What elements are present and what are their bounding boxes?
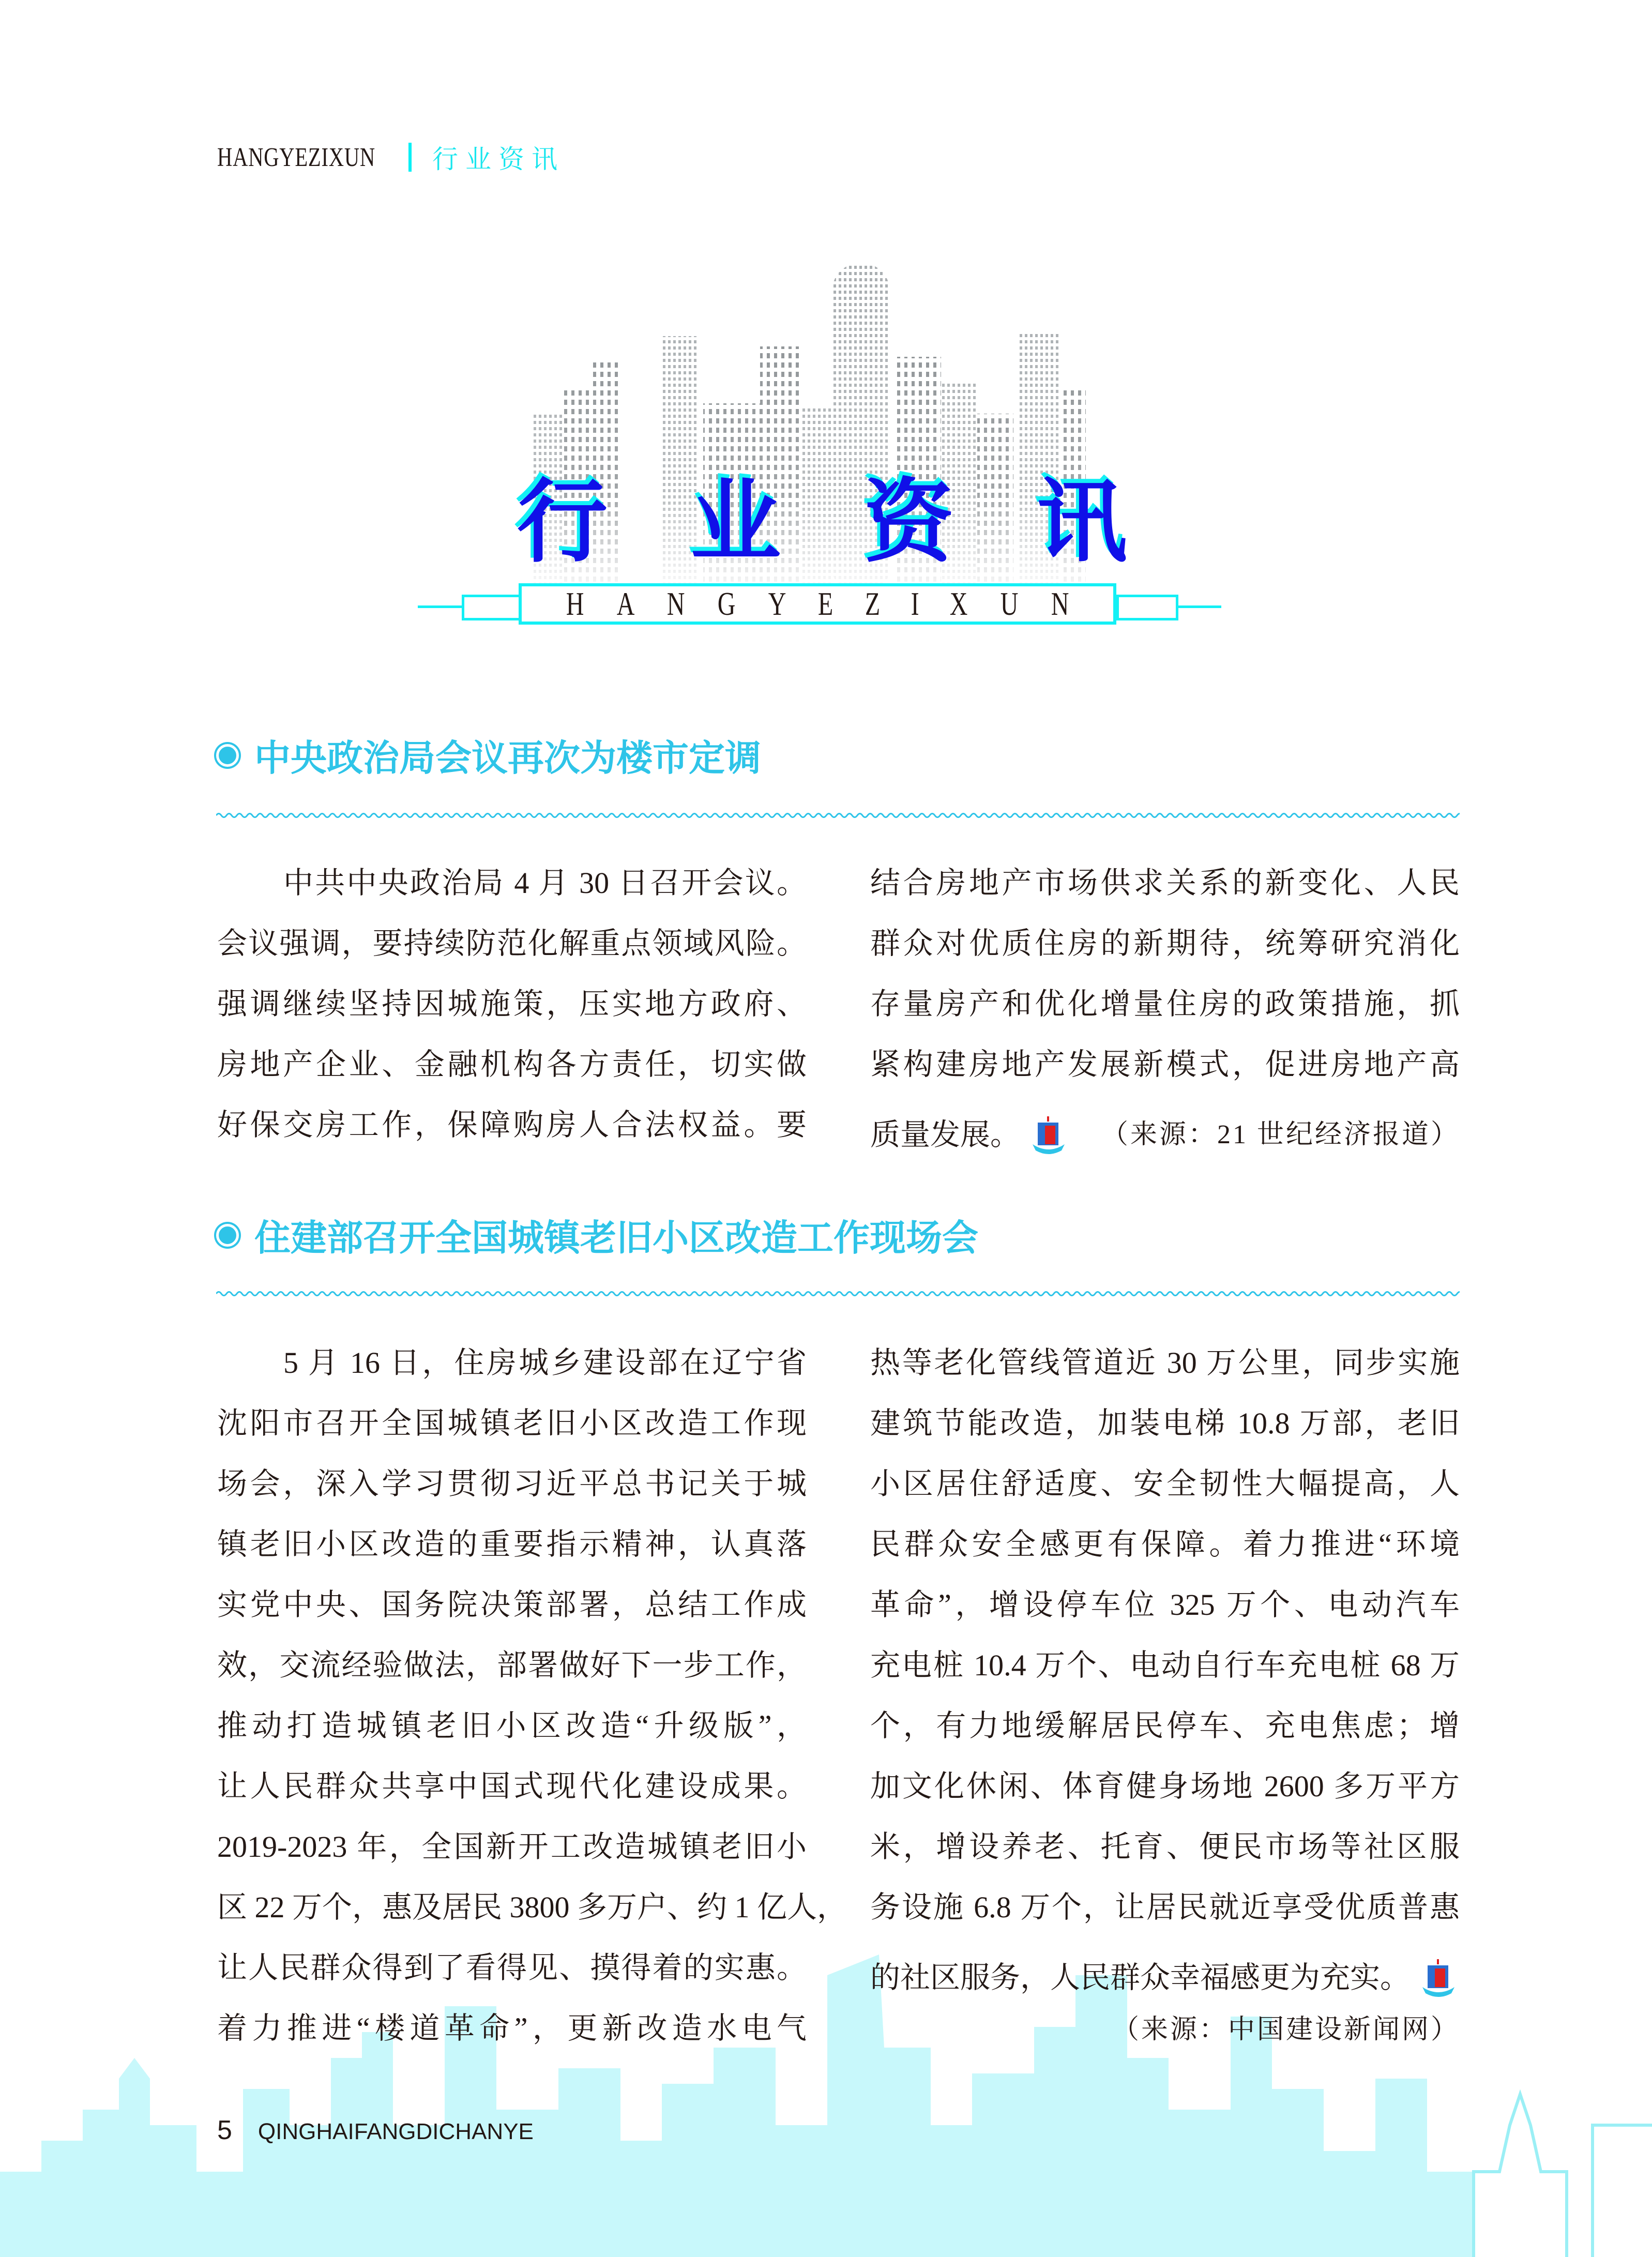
text-line-last	[870, 1104, 1460, 1165]
banner-letter: I	[911, 585, 919, 622]
text-line: 效，交流经验做法，部署做好下一步工作，	[217, 1648, 807, 1682]
banner-right-stub	[1116, 595, 1178, 620]
magazine-logo-icon	[1420, 1957, 1457, 1998]
header-divider	[408, 143, 412, 172]
title-char: 资	[863, 470, 954, 575]
banner-letter: N	[667, 585, 685, 622]
banner-letter: Y	[768, 585, 786, 622]
text-line: 务设施 6.8 万个，让居民就近享受优质普惠	[870, 1890, 1460, 1924]
article-right-column	[870, 862, 1460, 1165]
text-line: 区 22 万个，惠及居民 3800 多万户、约 1 亿人，	[217, 1890, 847, 1924]
text-line: 2019-2023 年，全国新开工改造城镇老旧小	[217, 1830, 807, 1864]
text-line: 让人民群众共享中国式现代化建设成果。	[217, 1769, 807, 1803]
banner-left-stub	[462, 595, 524, 620]
title-banner	[519, 583, 1116, 625]
text-line: 镇老旧小区改造的重要指示精神，认真落	[217, 1527, 807, 1561]
article-heading	[216, 1209, 978, 1261]
bullet-icon	[216, 744, 239, 767]
text-line-last	[870, 1947, 1460, 2008]
text-line: 着力推进“楼道革命”，更新改造水电气	[217, 2011, 807, 2045]
banner-letter: U	[1000, 585, 1019, 622]
magazine-name: QINGHAIFANGDICHANYE	[257, 2119, 534, 2144]
text-line: 充电桩 10.4 万个、电动自行车充电桩 68 万	[870, 1648, 1460, 1682]
banner-letter: H	[566, 585, 584, 622]
text-line: 质量发展。	[870, 1117, 1021, 1152]
banner-letter: G	[717, 585, 736, 622]
text-line: 推动打造城镇老旧小区改造“升级版”，	[217, 1709, 807, 1743]
text-line: 房地产企业、金融机构各方责任，切实做	[217, 1048, 807, 1081]
text-line: 民群众安全感更有保障。着力推进“环境	[870, 1527, 1460, 1561]
banner-letter: A	[616, 585, 635, 622]
banner-letter: E	[818, 585, 833, 622]
text-line: 紧构建房地产发展新模式，促进房地产高	[870, 1048, 1460, 1081]
text-line: 结合房地产市场供求关系的新变化、人民	[870, 866, 1460, 900]
text-line: 存量房产和优化增量住房的政策措施，抓	[870, 987, 1460, 1021]
source-credit: （来源：中国建设新闻网）	[1112, 2015, 1460, 2044]
text-line: 革命”，增设停车位 325 万个、电动汽车	[870, 1588, 1460, 1622]
article-heading-text: 中央政治局会议再次为楼市定调	[254, 737, 761, 779]
source-credit: （来源：21 世纪经济报道）	[1101, 1119, 1460, 1149]
running-header-en: HANGYEZIXUN	[217, 142, 375, 172]
page-footer	[217, 2115, 534, 2146]
running-header	[217, 139, 565, 176]
text-line: 中共中央政治局 4 月 30 日召开会议。	[283, 866, 807, 900]
wavy-divider	[216, 811, 1460, 820]
title-char: 行	[517, 470, 608, 575]
text-line: 小区居住舒适度、安全韧性大幅提高，人	[870, 1467, 1460, 1501]
bullet-icon	[216, 1224, 239, 1247]
wavy-divider	[216, 1290, 1460, 1298]
source-line	[870, 2008, 1460, 2068]
text-line: 个，有力地缓解居民停车、充电焦虑；增	[870, 1709, 1460, 1743]
magazine-logo-icon	[1030, 1114, 1067, 1156]
article-left-column	[217, 862, 807, 1165]
page-number: 5	[217, 2115, 232, 2145]
article-left-column	[217, 1342, 847, 2068]
text-line: 让人民群众得到了看得见、摸得着的实惠。	[217, 1951, 807, 1985]
text-line: 热等老化管线管道近 30 万公里，同步实施	[870, 1346, 1460, 1380]
text-line: 群众对优质住房的新期待，统筹研究消化	[870, 927, 1460, 960]
text-line: 强调继续坚持因城施策，压实地方政府、	[217, 987, 807, 1021]
banner-letter: X	[950, 585, 968, 622]
article-heading	[216, 729, 761, 781]
text-line: 好保交房工作，保障购房人合法权益。要	[217, 1108, 807, 1142]
banner-letter: Z	[865, 585, 881, 622]
title-char: 业	[690, 470, 781, 575]
text-line: 会议强调，要持续防范化解重点领域风险。	[217, 927, 807, 960]
title-char: 讯	[1037, 470, 1127, 575]
text-line: 加文化休闲、体育健身场地 2600 多万平方	[870, 1769, 1460, 1803]
text-line: 5 月 16 日，住房城乡建设部在辽宁省	[283, 1346, 807, 1380]
text-line: 沈阳市召开全国城镇老旧小区改造工作现	[217, 1406, 807, 1440]
banner-letter: N	[1051, 585, 1069, 622]
running-header-cn: 行业资讯	[432, 145, 565, 174]
article-heading-text: 住建部召开全国城镇老旧小区改造工作现场会	[254, 1217, 978, 1259]
text-line: 的社区服务，人民群众幸福感更为充实。	[870, 1960, 1411, 1994]
text-line: 场会，深入学习贯彻习近平总书记关于城	[217, 1467, 807, 1501]
text-line: 实党中央、国务院决策部署，总结工作成	[217, 1588, 807, 1622]
section-title	[517, 450, 1127, 580]
article-right-column	[870, 1342, 1460, 2068]
text-line: 米，增设养老、托育、便民市场等社区服	[870, 1830, 1460, 1864]
text-line: 建筑节能改造，加装电梯 10.8 万部，老旧	[870, 1406, 1460, 1440]
